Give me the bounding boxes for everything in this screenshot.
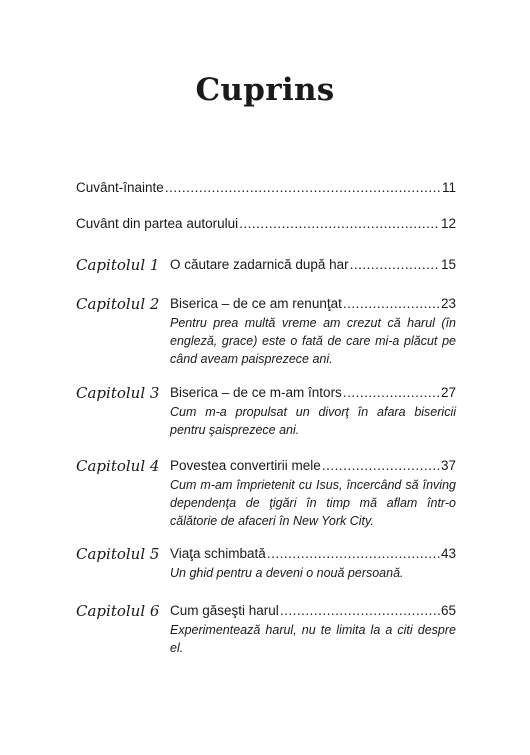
chapter-label: Capitolul 5 bbox=[76, 545, 160, 563]
chapter-label: Capitolul 1 bbox=[76, 256, 160, 274]
chapter-page: 23 bbox=[440, 296, 456, 311]
chapter-description: Cum m-a propulsat un divorţ în afara bisericii pentru şaisprezece ani. bbox=[170, 405, 456, 437]
toc-leader-dots bbox=[343, 295, 440, 313]
toc-entry-page: 12 bbox=[440, 216, 456, 231]
chapter-description: Cum m-am împrietenit cu Isus, încercând să înving dependenţa de ţigări în timp mă aflam într-o călătorie de afaceri în New York City. bbox=[170, 478, 456, 528]
chapter-page: 43 bbox=[440, 546, 456, 561]
toc-entry-page: 11 bbox=[441, 180, 456, 195]
chapter-label: Capitolul 6 bbox=[76, 602, 160, 620]
page-title: Cuprins bbox=[195, 72, 335, 108]
chapter-description: Experimentează harul, nu te limita la a citi despre el. bbox=[170, 623, 456, 655]
chapter-page: 15 bbox=[440, 257, 456, 272]
toc-leader-dots bbox=[322, 457, 440, 475]
chapter-title: O căutare zadarnică după har bbox=[170, 257, 349, 272]
chapter-page: 37 bbox=[440, 458, 456, 473]
chapter-label: Capitolul 3 bbox=[76, 384, 160, 402]
chapter-title: Cum găseşti harul bbox=[170, 603, 279, 618]
toc-leader-dots bbox=[239, 215, 440, 233]
chapter-page: 27 bbox=[440, 385, 456, 400]
toc-entry-title: Cuvânt din partea autorului bbox=[76, 216, 239, 231]
chapter-title: Povestea convertirii mele bbox=[170, 458, 321, 473]
chapter-title: Biserica – de ce m-am întors bbox=[170, 385, 342, 400]
chapter-page: 65 bbox=[440, 603, 456, 618]
chapter-description: Un ghid pentru a deveni o nouă persoană. bbox=[170, 566, 404, 580]
chapter-title: Biserica – de ce am renunţat bbox=[170, 296, 342, 311]
toc-leader-dots bbox=[280, 602, 440, 620]
chapter-label: Capitolul 4 bbox=[76, 457, 160, 475]
toc-leader-dots bbox=[165, 179, 441, 197]
toc-leader-dots bbox=[350, 256, 440, 274]
chapter-description: Pentru prea multă vreme am crezut că harul (în engleză, grace) este o fată de care mi-a plăcut pe când aveam paisprezece ani. bbox=[170, 316, 456, 366]
toc-leader-dots bbox=[267, 545, 440, 563]
toc-leader-dots bbox=[343, 384, 440, 402]
chapter-title: Viaţa schimbată bbox=[170, 546, 266, 561]
toc-entry-title: Cuvânt-înainte bbox=[76, 180, 164, 195]
chapter-label: Capitolul 2 bbox=[76, 295, 160, 313]
